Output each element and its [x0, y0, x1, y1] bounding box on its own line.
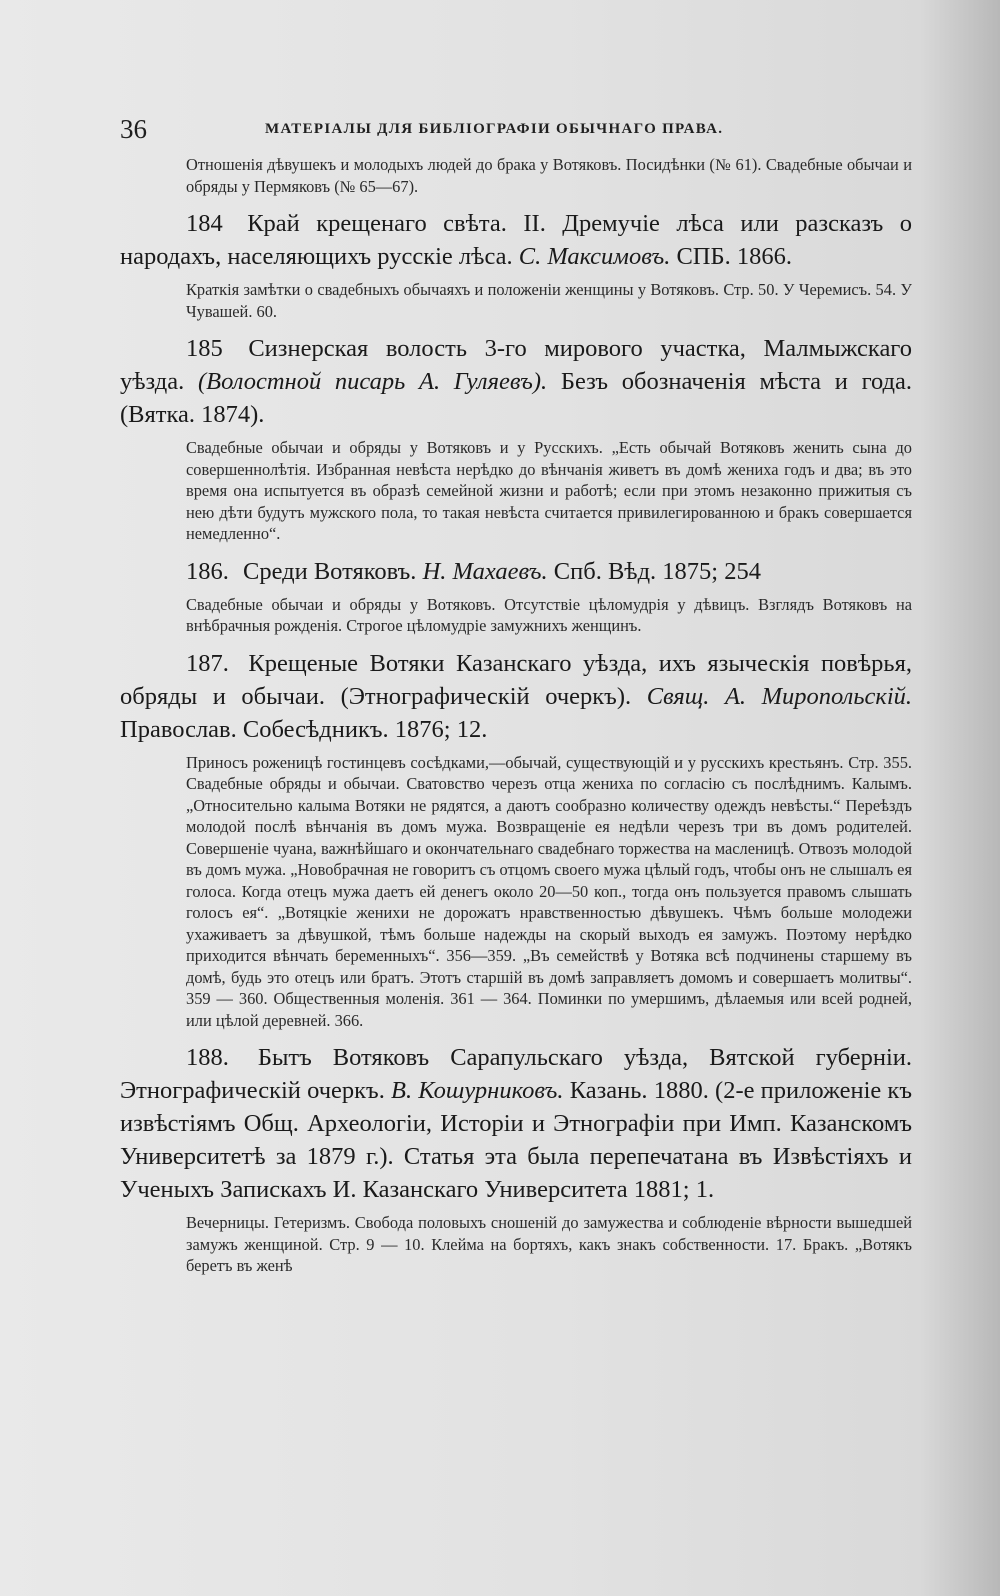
- entry-number: 184: [186, 210, 223, 237]
- entry-title: Крещеные Вотяки Казанскаго уѣзда, ихъ языческія повѣрья, обряды и обычаи. (Этнографическій очеркъ).: [120, 649, 912, 710]
- intro-annotation: Отношенія дѣвушекъ и молодыхъ людей до брака у Вотяковъ. Посидѣнки (№ 61). Свадебные обычаи и обряды у Пермяковъ (№ 65—67).: [186, 155, 912, 196]
- page-number: 36: [120, 114, 147, 144]
- entry-annotation: Краткія замѣтки о свадебныхъ обычаяхъ и положеніи женщины у Вотяковъ. Стр. 50. У Черемисъ. 54. У Чувашей. 60.: [186, 280, 912, 321]
- entry-author: С. Максимовъ.: [518, 243, 671, 270]
- entry-imprint: СПБ. 1866.: [676, 243, 792, 270]
- entry-author: Н. Махаевъ.: [422, 557, 548, 585]
- entry-number: 187.: [186, 649, 229, 677]
- entry-number: 185: [186, 335, 223, 362]
- entry-author: Свящ. А. Миропольскій.: [646, 682, 913, 710]
- entry-annotation: Вечерницы. Гетеризмъ. Свобода половыхъ сношеній до замужества и соблюденіе вѣрности вышедшей замужъ женщиной. Стр. 9 — 10. Клейма на бортяхъ, какъ знакъ собственности. 17. Бракъ. „Вотякъ беретъ въ женѣ: [186, 1213, 912, 1275]
- page-body: [120, 154, 912, 1277]
- entry-annotation: Приносъ роженицѣ гостинцевъ сосѣдками,—обычай, существующій и у русскихъ крестьянъ. Стр. 355. Свадебные обряды и обычаи. Сватовство черезъ отца жениха по согласію съ послѣднимъ. Калымъ. „Относительно калыма Вотяки не рядятся, а даютъ сообразно количеству одеждъ невѣсты.“ Переѣздъ молодой послѣ вѣнчанія въ домъ мужа. Возвращеніе ея недѣли черезъ три въ домъ родителей. Совершеніе чуана, важнѣйшаго и окончательнаго свадебнаго торжества на масленицѣ. Отвозъ молодой въ домъ мужа. „Новобрачная не говоритъ съ отцомъ своего мужа цѣлый годъ, чтобы онъ не слышалъ ея голоса. Когда отецъ мужа даетъ ей денегъ около 20—50 коп., тогда онъ пользуется правомъ слышать голосъ ея“. „Вотяцкіе женихи не дорожатъ нравственностью дѣвушекъ. Чѣмъ больше молодежи ухаживаетъ за дѣвушкой, тѣмъ больше надежды на скорый выходъ ея замужъ. Поэтому нерѣдко приходится вѣнчать беременныхъ“. 356—359. „Въ семействѣ у Вотяка всѣ подчинены старшему въ домѣ, будь это отецъ или братъ. Этотъ старшій въ домѣ заправляетъ домомъ и совершаетъ молитвы“. 359 — 360. Общественныя моленія. 361 — 364. Поминки по умершимъ, дѣлаемыя или всей родней, или цѣлой деревней. 366.: [186, 752, 912, 1030]
- entry-title: Среди Вотяковъ.: [243, 557, 417, 585]
- bib-entry-185: [120, 332, 912, 431]
- bib-entry-188: [120, 1041, 912, 1206]
- page-header: [120, 114, 914, 144]
- entry-imprint: Православ. Собесѣдникъ. 1876; 12.: [120, 715, 488, 743]
- entry-author: В. Кошурниковъ.: [391, 1077, 564, 1104]
- entry-imprint: Спб. Вѣд. 1875; 254: [553, 557, 761, 585]
- entry-title: Край крещенаго свѣта. II. Дремучіе лѣса или разсказъ о народахъ, населяющихъ русскіе лѣса.: [120, 210, 913, 270]
- bib-entry-184: [120, 207, 912, 273]
- running-title: МАТЕРІАЛЫ ДЛЯ БИБЛІОГРАФІИ ОБЫЧНАГО ПРАВА.: [265, 121, 724, 137]
- bib-entry-186: [120, 555, 912, 588]
- entry-annotation: Свадебные обычаи и обряды у Вотяковъ и у Русскихъ. „Есть обычай Вотяковъ женить сына до совершеннолѣтія. Избранная невѣста нерѣдко до вѣнчанія живетъ въ домѣ жениха годъ и два; въ это время она испытуется въ образѣ семейной жизни и работѣ; если при этомъ незаконно прижитыя съ нею дѣти будутъ мужского пола, то такая невѣста считается привилегированною и бракъ совершается немедленно“.: [186, 438, 912, 543]
- bib-entry-187: [120, 647, 912, 746]
- entry-number: 186.: [186, 557, 229, 585]
- entry-author: (Волостной писарь А. Гуляевъ).: [197, 368, 548, 395]
- entry-imprint: Безъ обозначенія мѣста и года. (Вятка. 1874).: [120, 368, 913, 428]
- entry-title: Бытъ Вотяковъ Сарапульскаго уѣзда, Вятской губерніи. Этнографическій очеркъ.: [120, 1044, 913, 1104]
- entry-number: 188.: [186, 1044, 229, 1071]
- entry-annotation: Свадебные обычаи и обряды у Вотяковъ. Отсутствіе цѣломудрія у дѣвицъ. Взглядъ Вотяковъ на внѣбрачныя рожденія. Строгое цѣломудріе замужнихъ женщинъ.: [186, 594, 912, 635]
- entry-title: Сизнерская волость 3-го мирового участка, Малмыжскаго уѣзда.: [120, 335, 913, 395]
- entry-imprint: Казань. 1880. (2-е приложеніе къ извѣстіямъ Общ. Археологіи, Исторіи и Этнографіи при Имп. Казанскомъ Университетѣ за 1879 г.). Статья эта была перепечатана въ Извѣстіяхъ и Ученыхъ Запискахъ И. Казанскаго Университета 1881; 1.: [120, 1077, 913, 1203]
